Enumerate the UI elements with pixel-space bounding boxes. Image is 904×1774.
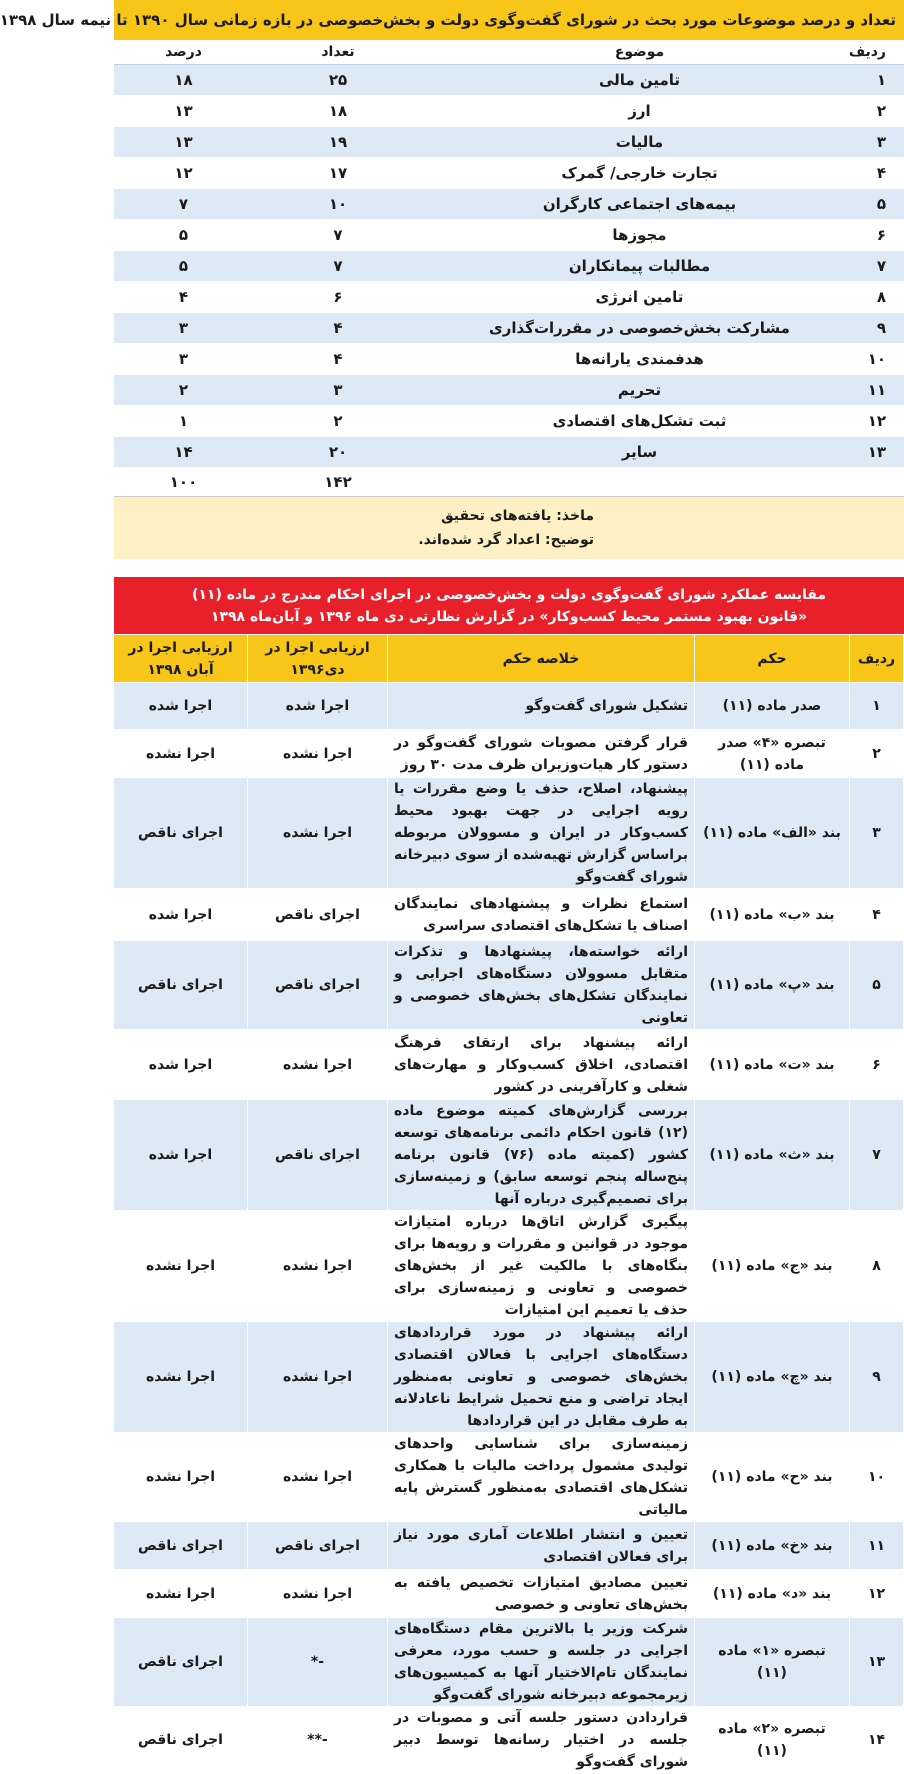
cell-eval96: اجرا نشده — [248, 1433, 388, 1522]
cell-radif: ۴ — [876, 164, 886, 182]
table-row — [114, 941, 904, 1030]
col-header-kholase: خلاصه حکم — [388, 635, 695, 683]
cell-radif: ۱۳ — [850, 1618, 904, 1707]
cell-darsad: ۱۳ — [174, 133, 193, 151]
cell-radif: ۱ — [876, 71, 886, 89]
table-row — [114, 406, 904, 437]
cell-tedad: ۴ — [333, 350, 343, 368]
cell-darsad: ۱ — [178, 412, 189, 430]
cell-eval96: اجرا نشده — [248, 1030, 388, 1100]
cell-mowzou: مطالبات پیمانکاران — [568, 257, 711, 275]
cell-eval96: اجرا نشده — [248, 730, 388, 778]
article11-table — [114, 577, 904, 1774]
cell-tedad: ۱۹ — [328, 133, 348, 151]
source-note — [114, 497, 904, 559]
cell-mowzou: مجوزها — [612, 226, 667, 244]
table-row — [114, 889, 904, 941]
note-text: توضیح: اعداد گرد شده‌اند. — [418, 532, 594, 548]
table-row — [114, 127, 904, 158]
cell-kholase: شرکت وزیر یا بالاترین مقام دستگاه‌های اجرایی در جلسه و حسب مورد، معرفی نمایندگان تام‌الاختیار آنها به کمیسیون‌های زیرمجموعه دبیرخانه شورای گفت‌وگو — [388, 1618, 695, 1707]
cell-hokm: بند «د» ماده (۱۱) — [695, 1570, 850, 1618]
cell-darsad: ۲ — [178, 381, 189, 399]
cell-eval98: اجرا شده — [114, 889, 248, 941]
cell-kholase: پیگیری گزارش اتاق‌ها درباره امتیازات موجود در قوانین و مقررات و رویه‌ها برای بنگاه‌های با مالکیت غیر از بخش‌های خصوصی و تعاونی و زمینه‌سازی برای حذف یا تعمیم این امتیازات — [388, 1211, 695, 1322]
table-row — [114, 158, 904, 189]
cell-eval98: اجرا نشده — [114, 1322, 248, 1433]
cell-hokm: بند «پ» ماده (۱۱) — [695, 941, 850, 1030]
cell-radif: ۲ — [876, 102, 886, 120]
cell-mowzou: تامین مالی — [598, 71, 681, 89]
cell-darsad: ۱۲ — [174, 164, 193, 182]
cell-radif: ۶ — [850, 1030, 904, 1100]
col-header-darsad: درصد — [165, 44, 202, 60]
cell-radif: ۳ — [876, 133, 886, 151]
table-row — [114, 730, 904, 778]
cell-radif: ۷ — [850, 1100, 904, 1211]
cell-eval98: اجرا نشده — [114, 730, 248, 778]
col-header-radif: ردیف — [848, 44, 886, 60]
cell-radif: ۱۱ — [850, 1522, 904, 1570]
cell-kholase: ارائه پیشنهاد در مورد قراردادهای دستگاه‌های اجرایی با فعالان اقتصادی بخش‌های خصوصی و تعاونی به‌منظور ایجاد تراضی و منع تحمیل شرایط ناعادلانه به طرف مقابل در این قراردادها — [388, 1322, 695, 1433]
cell-hokm: تبصره «۱» ماده (۱۱) — [695, 1618, 850, 1707]
table-row — [114, 282, 904, 313]
cell-kholase: پیشنهاد، اصلاح، حذف یا وضع مقررات یا رویه اجرایی در جهت بهبود محیط کسب‌وکار در ایران و مسوولان مربوطه براساس گزارش تهیه‌شده از سوی دبیرخانه شورای گفت‌وگو — [388, 778, 695, 889]
cell-kholase: زمینه‌سازی برای شناسایی واحدهای تولیدی مشمول پرداخت مالیات با همکاری تشکل‌های اقتصادی به‌منظور گسترش پایه مالیاتی — [388, 1433, 695, 1522]
cell-kholase: ارائه خواسته‌ها، پیشنهادها و تذکرات متقابل مسوولان دستگاه‌های اجرایی و نمایندگان تشکل‌های بخش‌های خصوصی و تعاونی — [388, 941, 695, 1030]
cell-tedad: ۲ — [333, 412, 343, 430]
cell-hokm: بند «ث» ماده (۱۱) — [695, 1100, 850, 1211]
table-row — [114, 375, 904, 406]
cell-hokm: صدر ماده (۱۱) — [695, 683, 850, 730]
cell-darsad: ۱۴ — [174, 443, 193, 461]
cell-darsad: ۱۳ — [174, 102, 193, 120]
cell-eval98: اجرای ناقص — [114, 941, 248, 1030]
cell-darsad: ۳ — [178, 350, 189, 368]
cell-kholase: ارائه پیشنهاد برای ارتقای فرهنگ اقتصادی، اخلاق کسب‌وکار و مهارت‌های شغلی و کارآفرینی در کشور — [388, 1030, 695, 1100]
cell-darsad: ۵ — [178, 226, 189, 244]
title-line-1: مقایسه عملکرد شورای گفت‌وگوی دولت و بخش‌خصوصی در اجرای احکام مندرج در ماده (۱۱) — [191, 586, 827, 603]
col-header-eval96: ارزیابی اجرا در دی۱۳۹۶ — [248, 635, 388, 683]
cell-kholase: تشکیل شورای گفت‌وگو — [388, 683, 695, 730]
cell-radif: ۹ — [850, 1322, 904, 1433]
cell-hokm: بند «ج» ماده (۱۱) — [695, 1211, 850, 1322]
table-row — [114, 1618, 904, 1707]
table-row — [114, 96, 904, 127]
article11-table-grid — [113, 634, 904, 1774]
table-row — [114, 313, 904, 344]
cell-darsad: ۵ — [178, 257, 189, 275]
cell-kholase: تعیین و انتشار اطلاعات آماری مورد نیاز برای فعالان اقتصادی — [388, 1522, 695, 1570]
cell-tedad: ۲۵ — [328, 71, 348, 89]
table-row — [114, 189, 904, 220]
cell-eval96: اجرا نشده — [248, 1570, 388, 1618]
cell-hokm: تبصره «۴» صدر ماده (۱۱) — [695, 730, 850, 778]
cell-eval98: اجرا شده — [114, 683, 248, 730]
col-header-mowzou: موضوع — [614, 44, 665, 60]
cell-eval96: -** — [248, 1707, 388, 1774]
col-header-eval98: ارزیابی اجرا در آبان ۱۳۹۸ — [114, 635, 248, 683]
cell-radif: ۱۴ — [850, 1707, 904, 1774]
cell-radif: ۱۰ — [867, 350, 886, 368]
cell-eval98: اجرا نشده — [114, 1211, 248, 1322]
cell-radif: ۷ — [876, 257, 886, 275]
table-row — [114, 1707, 904, 1774]
cell-kholase: قراردادن دستور جلسه آتی و مصوبات در جلسه در اختیار رسانه‌ها توسط دبیر شورای گفت‌وگو — [388, 1707, 695, 1774]
topics-table-header — [114, 40, 904, 65]
cell-mowzou: تامین انرژی — [595, 288, 684, 306]
cell-darsad: ۳ — [178, 319, 189, 337]
cell-eval98: اجرای ناقص — [114, 1522, 248, 1570]
cell-eval98: اجرای ناقص — [114, 1618, 248, 1707]
cell-eval96: اجرای ناقص — [248, 1100, 388, 1211]
cell-eval96: اجرای ناقص — [248, 941, 388, 1030]
cell-kholase: استماع نظرات و پیشنهادهای نمایندگان اصناف یا تشکل‌های اقتصادی سراسری — [388, 889, 695, 941]
cell-mowzou: مالیات — [615, 133, 664, 151]
cell-radif: ۲ — [850, 730, 904, 778]
cell-radif: ۱۱ — [867, 381, 886, 399]
cell-tedad: ۳ — [333, 381, 343, 399]
cell-eval98: اجرای ناقص — [114, 778, 248, 889]
cell-darsad: ۷ — [178, 195, 189, 213]
cell-radif: ۴ — [850, 889, 904, 941]
cell-radif: ۱۲ — [850, 1570, 904, 1618]
table-row — [114, 683, 904, 730]
cell-radif: ۱ — [850, 683, 904, 730]
cell-radif: ۹ — [876, 319, 886, 337]
cell-eval98: اجرا نشده — [114, 1570, 248, 1618]
table-row — [114, 344, 904, 375]
cell-kholase: قرار گرفتن مصوبات شورای گفت‌وگو در دستور کار هیات‌وزیران ظرف مدت ۳۰ روز — [388, 730, 695, 778]
cell-hokm: بند «خ» ماده (۱۱) — [695, 1522, 850, 1570]
cell-radif: ۳ — [850, 778, 904, 889]
table-row — [114, 251, 904, 282]
topics-table-body — [114, 65, 904, 468]
cell-eval96: اجرا نشده — [248, 1322, 388, 1433]
cell-mowzou: ارز — [628, 102, 651, 120]
cell-kholase: بررسی گزارش‌های کمیته موضوع ماده (۱۲) قانون احکام دائمی برنامه‌های توسعه کشور (کمیته ماده (۷۶) قانون برنامه پنج‌ساله پنجم توسعه سابق) و زمینه‌سازی برای تصمیم‌گیری درباره آنها — [388, 1100, 695, 1211]
cell-mowzou: تحریم — [617, 381, 662, 399]
cell-eval98: اجرای ناقص — [114, 1707, 248, 1774]
cell-eval98: اجرا شده — [114, 1100, 248, 1211]
table-row — [114, 65, 904, 96]
col-header-radif: ردیف — [850, 635, 904, 683]
cell-eval96: اجرا نشده — [248, 778, 388, 889]
cell-tedad: ۴ — [333, 319, 343, 337]
table-row — [114, 1100, 904, 1211]
cell-tedad: ۶ — [333, 288, 343, 306]
article11-table-body — [114, 683, 904, 1774]
cell-hokm: بند «الف» ماده (۱۱) — [695, 778, 850, 889]
cell-tedad: ۱۰ — [328, 195, 348, 213]
cell-radif: ۵ — [850, 941, 904, 1030]
cell-hokm: بند «ب» ماده (۱۱) — [695, 889, 850, 941]
section-gap — [114, 559, 904, 577]
table-row — [114, 1433, 904, 1522]
table-row — [114, 778, 904, 889]
table-header-row — [114, 635, 904, 683]
table-row — [114, 1522, 904, 1570]
col-header-tedad: تعداد — [321, 44, 355, 60]
table-row — [114, 1030, 904, 1100]
cell-radif: ۱۲ — [867, 412, 886, 430]
title-line-2: «قانون بهبود مستمر محیط کسب‌وکار» در گزارش نظارتی دی ماه ۱۳۹۶ و آبان‌ماه ۱۳۹۸ — [210, 608, 808, 625]
cell-radif: ۱۰ — [850, 1433, 904, 1522]
cell-tedad: ۷ — [333, 226, 343, 244]
cell-darsad: ۴ — [178, 288, 189, 306]
cell-eval98: اجرا شده — [114, 1030, 248, 1100]
table-row — [114, 220, 904, 251]
cell-tedad: ۱۷ — [328, 164, 348, 182]
cell-eval96: اجرای ناقص — [248, 1522, 388, 1570]
cell-mowzou: سایر — [621, 443, 658, 461]
cell-tedad: ۷ — [333, 257, 343, 275]
article11-table-title — [114, 577, 904, 634]
cell-tedad: ۱۸ — [328, 102, 348, 120]
cell-radif: ۸ — [850, 1211, 904, 1322]
topics-table-title: تعداد و درصد موضوعات مورد بحث در شورای گفت‌وگوی دولت و بخش‌خصوصی در بازه زمانی سال ۱۳۹۰ تا نیمه سال ۱۳۹۸ — [114, 0, 904, 40]
cell-mowzou: مشارکت بخش‌خصوصی در مقررات‌گذاری — [489, 319, 790, 337]
cell-mowzou: ثبت تشکل‌های اقتصادی — [552, 412, 727, 430]
cell-eval96: -* — [248, 1618, 388, 1707]
cell-radif: ۶ — [876, 226, 886, 244]
cell-eval98: اجرا نشده — [114, 1433, 248, 1522]
cell-radif: ۱۳ — [867, 443, 886, 461]
cell-radif: ۵ — [876, 195, 886, 213]
cell-mowzou: بیمه‌های اجتماعی کارگران — [542, 195, 737, 213]
cell-hokm: تبصره «۲» ماده (۱۱) — [695, 1707, 850, 1774]
col-header-hokm: حکم — [695, 635, 850, 683]
cell-mowzou: هدفمندی یارانه‌ها — [575, 350, 704, 368]
source-text: ماخذ: یافته‌های تحقیق — [441, 508, 594, 524]
cell-eval96: اجرا نشده — [248, 1211, 388, 1322]
table-row — [114, 1211, 904, 1322]
cell-hokm: بند «ح» ماده (۱۱) — [695, 1433, 850, 1522]
cell-eval96: اجرای ناقص — [248, 889, 388, 941]
cell-tedad: ۲۰ — [328, 443, 348, 461]
cell-radif: ۸ — [876, 288, 886, 306]
topics-table-total-row — [114, 468, 904, 497]
topics-table — [0, 0, 904, 559]
cell-hokm: بند «ت» ماده (۱۱) — [695, 1030, 850, 1100]
table-row — [114, 1570, 904, 1618]
cell-eval96: اجرا شده — [248, 683, 388, 730]
cell-mowzou: تجارت خارجی/ گمرک — [561, 164, 718, 182]
total-darsad: ۱۰۰ — [169, 473, 198, 491]
cell-hokm: بند «چ» ماده (۱۱) — [695, 1322, 850, 1433]
total-tedad: ۱۴۲ — [324, 473, 352, 491]
cell-kholase: تعیین مصادیق امتیازات تخصیص یافته به بخش‌های تعاونی و خصوصی — [388, 1570, 695, 1618]
table-row — [114, 1322, 904, 1433]
cell-darsad: ۱۸ — [174, 71, 193, 89]
table-row — [114, 437, 904, 468]
